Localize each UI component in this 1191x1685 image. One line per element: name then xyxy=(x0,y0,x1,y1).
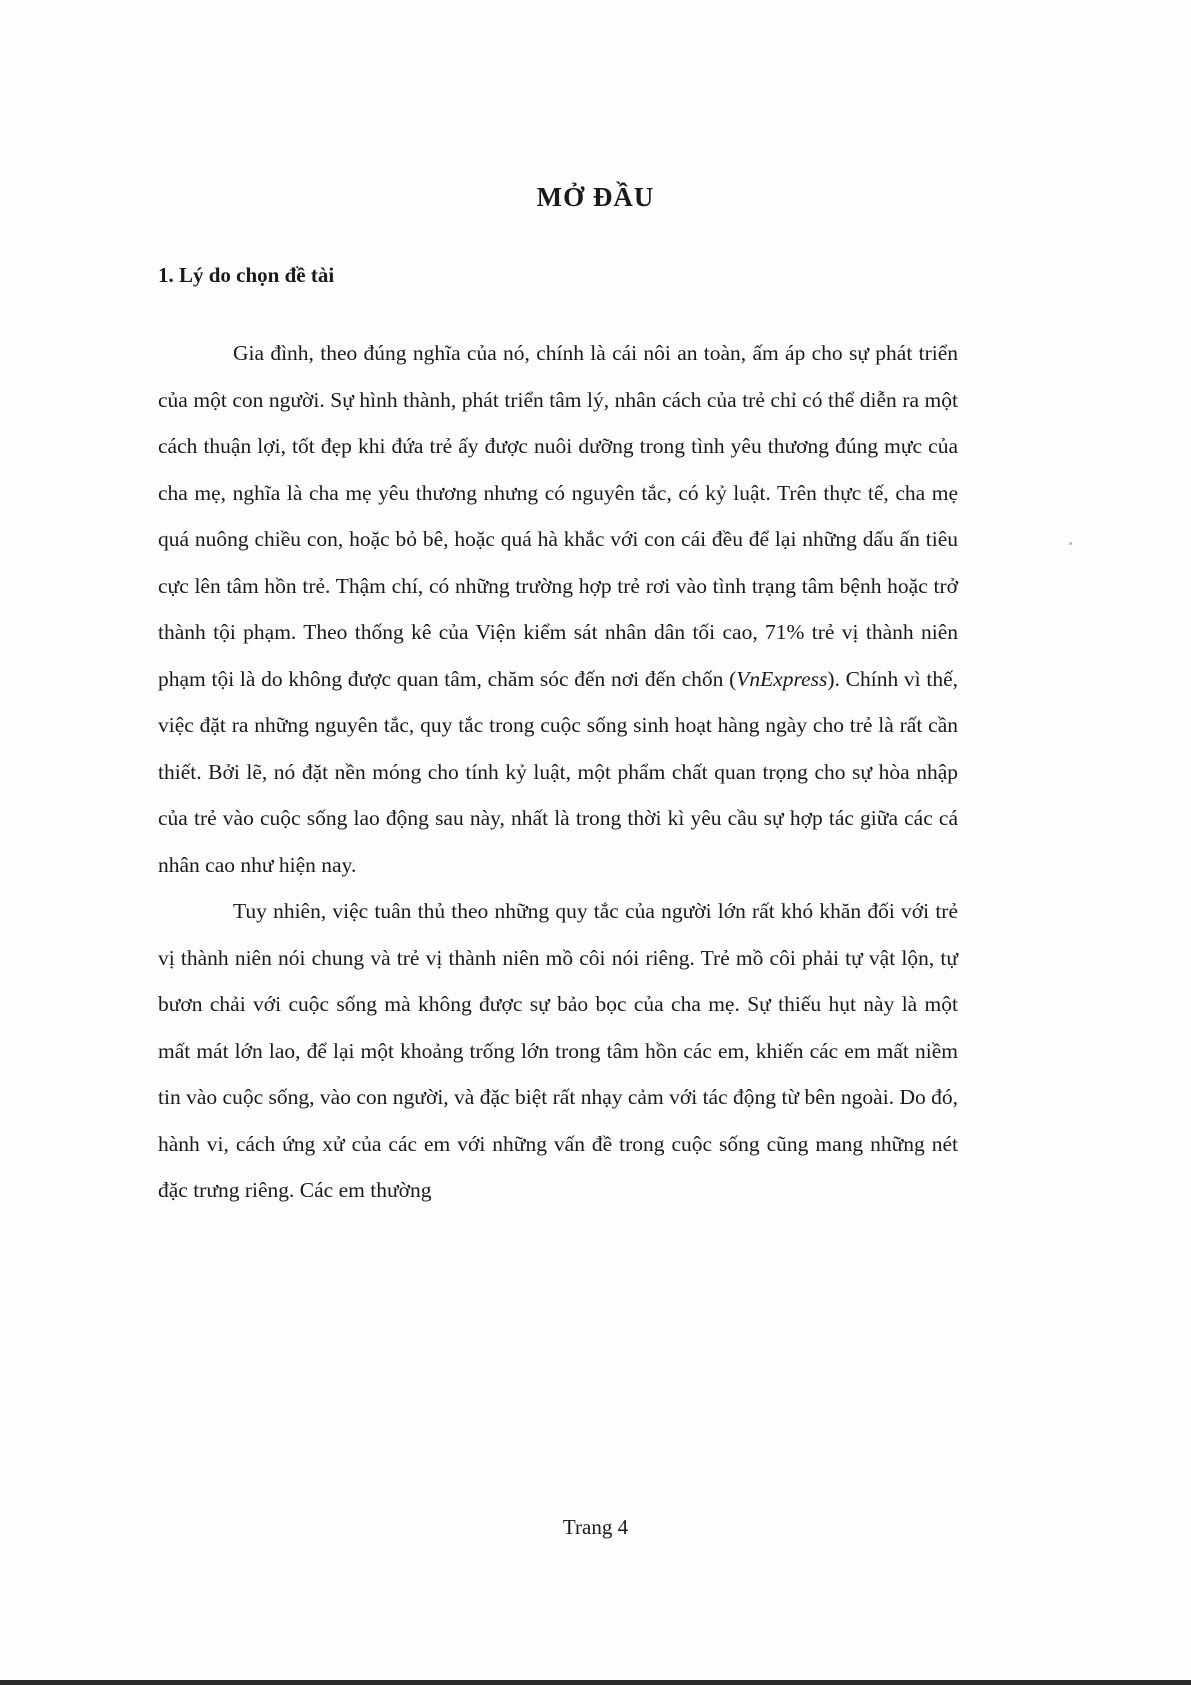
section-heading: 1. Lý do chọn đề tài xyxy=(158,263,335,287)
page-number: Trang 4 xyxy=(562,1515,629,1539)
page-title: MỞ ĐẦU xyxy=(536,182,655,212)
body-text xyxy=(158,330,958,1214)
scan-bottom-edge xyxy=(0,1680,1191,1685)
paragraph-2: Tuy nhiên, việc tuân thủ theo những quy tắc của người lớn rất khó khăn đối với trẻ vị thành niên nói chung và trẻ vị thành niên mồ côi nói riêng. Trẻ mồ côi phải tự vật lộn, tự bươn chải với cuộc sống mà không được sự bảo bọc của cha mẹ. Sự thiếu hụt này là một mất mát lớn lao, để lại một khoảng trống lớn trong tâm hồn các em, khiến các em mất niềm tin vào cuộc sống, vào con người, và đặc biệt rất nhạy cảm với tác động từ bên ngoài. Do đó, hành vi, cách ứng xử của các em với những vấn đề trong cuộc sống cũng mang những nét đặc trưng riêng. Các em thường xyxy=(158,899,958,1202)
paragraph-1 xyxy=(158,330,958,888)
paragraph-1-text-end: ). Chính vì thế, việc đặt ra những nguyên tắc, quy tắc trong cuộc sống sinh hoạt hàng ngày cho trẻ là rất cần thiết. Bởi lẽ, nó đặt nền móng cho tính kỷ luật, một phẩm chất quan trọng cho sự hòa nhập của trẻ vào cuộc sống lao động sau này, nhất là trong thời kì yêu cầu sự hợp tác giữa các cá nhân cao như hiện nay. xyxy=(158,666,958,877)
source-citation: VnExpress xyxy=(736,666,828,691)
scan-speck xyxy=(1069,542,1072,545)
paragraph-1-text-start: Gia đình, theo đúng nghĩa của nó, chính là cái nôi an toàn, ấm áp cho sự phát triển của một con người. Sự hình thành, phát triển tâm lý, nhân cách của trẻ chỉ có thể diễn ra một cách thuận lợi, tốt đẹp khi đứa trẻ ấy được nuôi dưỡng trong tình yêu thương đúng mực của cha mẹ, nghĩa là cha mẹ yêu thương nhưng có nguyên tắc, có kỷ luật. Trên thực tế, cha mẹ quá nuông chiều con, hoặc bỏ bê, hoặc quá hà khắc với con cái đều để lại những dấu ấn tiêu cực lên tâm hồn trẻ. Thậm chí, có những trường hợp trẻ rơi vào tình trạng tâm bệnh hoặc trở thành tội phạm. Theo thống kê của Viện kiểm sát nhân dân tối cao, 71% trẻ vị thành niên phạm tội là do không được quan tâm, chăm sóc đến nơi đến chốn ( xyxy=(158,341,958,691)
